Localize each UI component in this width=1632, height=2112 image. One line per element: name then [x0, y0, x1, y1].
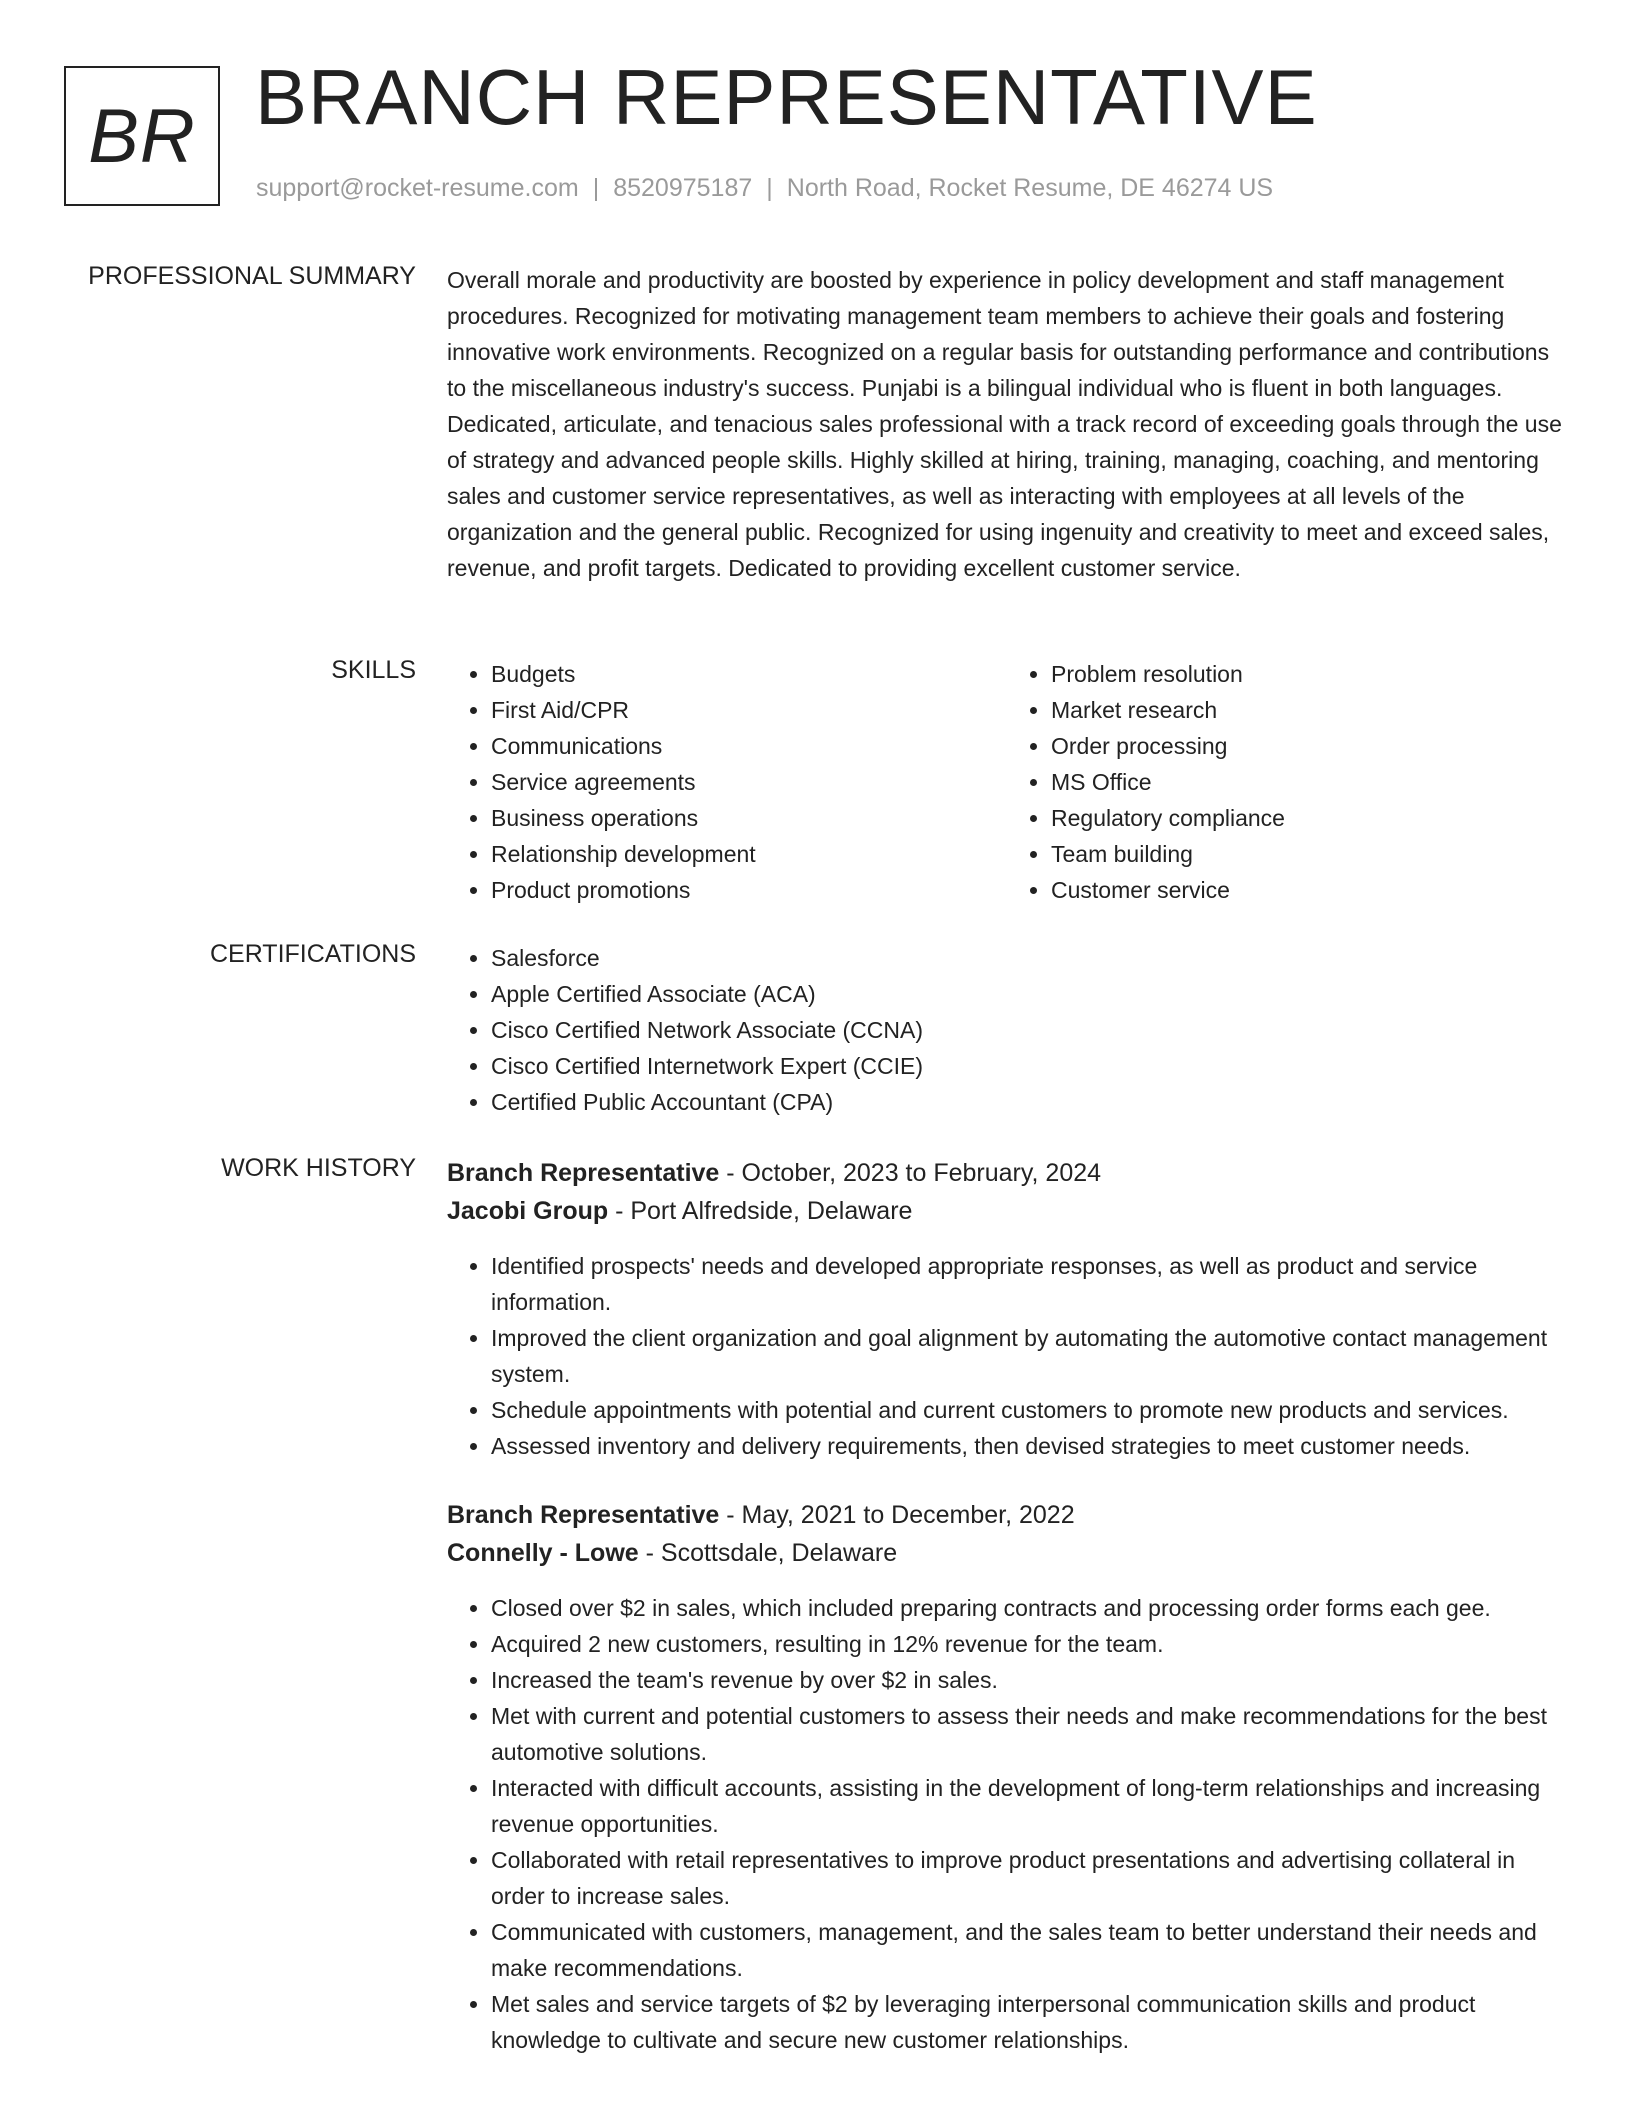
skill-item: • Customer service	[1051, 872, 1567, 908]
job-bullet: • Improved the client organization and goal alignment by automating the automotive contact management system.	[491, 1320, 1567, 1392]
section-label-certifications: CERTIFICATIONS	[209, 940, 416, 968]
skill-item: • Market research	[1051, 692, 1567, 728]
job-bullet: • Closed over $2 in sales, which included preparing contracts and processing order forms each gee.	[491, 1590, 1567, 1626]
skill-item: • Product promotions	[491, 872, 1007, 908]
skill-item: • Business operations	[491, 800, 1007, 836]
job-bullet: • Assessed inventory and delivery requirements, then devised strategies to meet customer needs.	[491, 1428, 1567, 1464]
job-bullet: • Interacted with difficult accounts, assisting in the development of long-term relationships and increasing revenue opportunities.	[491, 1770, 1567, 1842]
job-title: Branch Representative	[447, 1159, 720, 1187]
section-label-summary: PROFESSIONAL SUMMARY	[88, 262, 416, 290]
contact-separator: |	[766, 174, 773, 202]
skill-item: • Relationship development	[491, 836, 1007, 872]
skills-list-left	[447, 656, 1007, 908]
skill-item: • Service agreements	[491, 764, 1007, 800]
skills-list-right	[1007, 656, 1567, 908]
job-company-line	[447, 1192, 1567, 1230]
certification-item: • Cisco Certified Internetwork Expert (CCIE)	[491, 1048, 1567, 1084]
job-bullets	[447, 1590, 1567, 2058]
job-bullet: • Met with current and potential customers to assess their needs and make recommendations for the best automotive solutions.	[491, 1698, 1567, 1770]
contact-email[interactable]: support@rocket-resume.com	[256, 174, 579, 202]
job-bullet: • Schedule appointments with potential and current customers to promote new products and services.	[491, 1392, 1567, 1428]
job-location: - Scottsdale, Delaware	[638, 1539, 898, 1567]
skill-item: • Communications	[491, 728, 1007, 764]
certification-item: • Cisco Certified Network Associate (CCNA)	[491, 1012, 1567, 1048]
skill-item: • Problem resolution	[1051, 656, 1567, 692]
job-company-line	[447, 1534, 1567, 1572]
certifications-list	[447, 940, 1567, 1120]
monogram-initials: BR	[88, 93, 196, 179]
summary-text: Overall morale and productivity are boosted by experience in policy development and staff management procedures. Recognized for motivating management team members to achieve their goals and fostering innovative work environments. Recognized on a regular basis for outstanding performance and contributions to the miscellaneous industry's success. Punjabi is a bilingual individual who is fluent in both languages. Dedicated, articulate, and tenacious sales professional with a track record of exceeding goals through the use of strategy and advanced people skills. Highly skilled at hiring, training, managing, coaching, and mentoring sales and customer service representatives, as well as interacting with employees at all levels of the organization and the general public. Recognized for using ingenuity and creativity to meet and exceed sales, revenue, and profit targets. Dedicated to providing excellent customer service.	[447, 267, 1562, 581]
skill-item: • Order processing	[1051, 728, 1567, 764]
job-heading	[447, 1496, 1567, 1534]
job-bullet: • Identified prospects' needs and developed appropriate responses, as well as product and service information.	[491, 1248, 1567, 1320]
job-location: - Port Alfredside, Delaware	[608, 1197, 913, 1225]
section-label-skills: SKILLS	[331, 656, 416, 684]
contact-address: North Road, Rocket Resume, DE 46274 US	[786, 174, 1274, 202]
contact-separator: |	[592, 174, 600, 202]
skill-item: • Regulatory compliance	[1051, 800, 1567, 836]
resume-title: BRANCH REPRESENTATIVE	[255, 53, 1318, 141]
job-bullets	[447, 1248, 1567, 1464]
skill-item: • Budgets	[491, 656, 1007, 692]
certification-item: • Certified Public Accountant (CPA)	[491, 1084, 1567, 1120]
monogram-box	[64, 66, 220, 206]
skill-item: • MS Office	[1051, 764, 1567, 800]
skill-item: • Team building	[1051, 836, 1567, 872]
job-dates: - October, 2023 to February, 2024	[719, 1159, 1102, 1187]
job-bullet: • Met sales and service targets of $2 by leveraging interpersonal communication skills and product knowledge to cultivate and secure new customer relationships.	[491, 1986, 1567, 2058]
job-dates: - May, 2021 to December, 2022	[719, 1501, 1075, 1529]
job-company: Jacobi Group	[447, 1197, 609, 1225]
job-bullet: • Increased the team's revenue by over $2 in sales.	[491, 1662, 1567, 1698]
job-bullet: • Communicated with customers, management, and the sales team to better understand their needs and make recommendations.	[491, 1914, 1567, 1986]
job-title: Branch Representative	[447, 1501, 720, 1529]
contact-line	[256, 174, 1273, 203]
job-bullet: • Collaborated with retail representatives to improve product presentations and advertising collateral in order to increase sales.	[491, 1842, 1567, 1914]
job-company: Connelly - Lowe	[447, 1539, 639, 1567]
job-bullet: • Acquired 2 new customers, resulting in 12% revenue for the team.	[491, 1626, 1567, 1662]
certification-item: • Apple Certified Associate (ACA)	[491, 976, 1567, 1012]
certification-item: • Salesforce	[491, 940, 1567, 976]
contact-phone[interactable]: 8520975187	[613, 174, 753, 202]
skill-item: • First Aid/CPR	[491, 692, 1007, 728]
job-heading	[447, 1154, 1567, 1192]
job-entry	[447, 1496, 1567, 2058]
section-label-work-history: WORK HISTORY	[221, 1154, 416, 1182]
job-entry	[447, 1154, 1567, 1464]
